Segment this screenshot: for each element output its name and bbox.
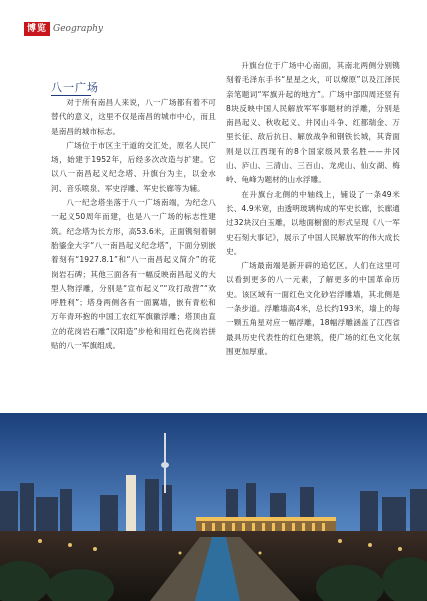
left-column: [51, 96, 216, 353]
section-badge: 博览: [24, 22, 50, 36]
paragraph: 在升旗台北侧的中轴线上，铺设了一条49米长、4.9米宽，由透明玻璃构成的军史长廊，长廊通过32块汉白玉雕，以地面橱窗的形式呈现《八一军史石刻大事记》，展示了中国人民解放军的伟大成长史。: [226, 189, 400, 256]
right-column: [226, 59, 400, 359]
paragraph: 八一纪念塔坐落于八一广场南端，为纪念八一起义50周年而建，也是八一广场的标志性建筑。纪念塔为长方形，高53.6米，正面镌刻着铜胎鎏金大字“八一南昌起义纪念塔”，下面分别嵌着刻有“1927.8.1”和“八一南昌起义简介”的花岗岩石碑；其他三面各有一幅反映南昌起义的大型人物浮雕，分别是“宣布起义”“攻打敌营”“欢呼胜利”；塔身两侧各有一面翼墙，嵌有青松和万年青环抱的中国工农红军旗徽浮雕；塔顶由直立的花岗岩石雕“汉阳造”步枪和用红色花岗岩拼贴的八一军旗组成。: [51, 198, 216, 351]
brand-label: Geography: [53, 24, 104, 34]
paragraph: 对于所有南昌人来说，八一广场都有着不可替代的意义，这里不仅是南昌的城市中心，而且是南昌的城市标志。: [51, 98, 216, 136]
paragraph: 升旗台位于广场中心南面，其南北两侧分别镌刻着毛泽东手书“星星之火，可以燎原”以及江泽民亲笔题词“军旗升起的地方”。广场中部四周还竖有8块反映中国人民解放军军事题材的浮雕，分别是南昌起义、秋收起义、井冈山斗争、红都瑞金、万里长征、敌后抗日、解放战争和钢铁长城，其背面则是以江西现有的8个国家级风景名胜——井冈山、庐山、三清山、三百山、龙虎山、仙女湖、梅岭、龟峰为题材的山水浮雕。: [226, 61, 400, 185]
page-header: [24, 22, 103, 36]
section-title: 八一广场: [51, 81, 99, 94]
paragraph: 广场位于市区主干道的交汇处，原名人民广场，始建于1952年，后经多次改造与扩建。它以八一南昌起义纪念塔、升旗台为主，以金水河、音乐喷泉、军史浮雕、军史长廊等为辅。: [51, 140, 216, 193]
night-city-square-photo: [0, 413, 427, 601]
paragraph: 广场最南端是新开辟的追忆区。人们在这里可以看到更多的八一元素，了解更多的中国革命历史。该区域有一面红色文化砂岩浮雕墙，其北侧是一条步道。浮雕墙高4米，总长约193米，墙上的每一颗五角星对应一幅浮雕，18幅浮雕涵盖了江西省最具历史代表性的红色建筑，使广场的红色文化氛围更加厚重。: [226, 261, 400, 356]
